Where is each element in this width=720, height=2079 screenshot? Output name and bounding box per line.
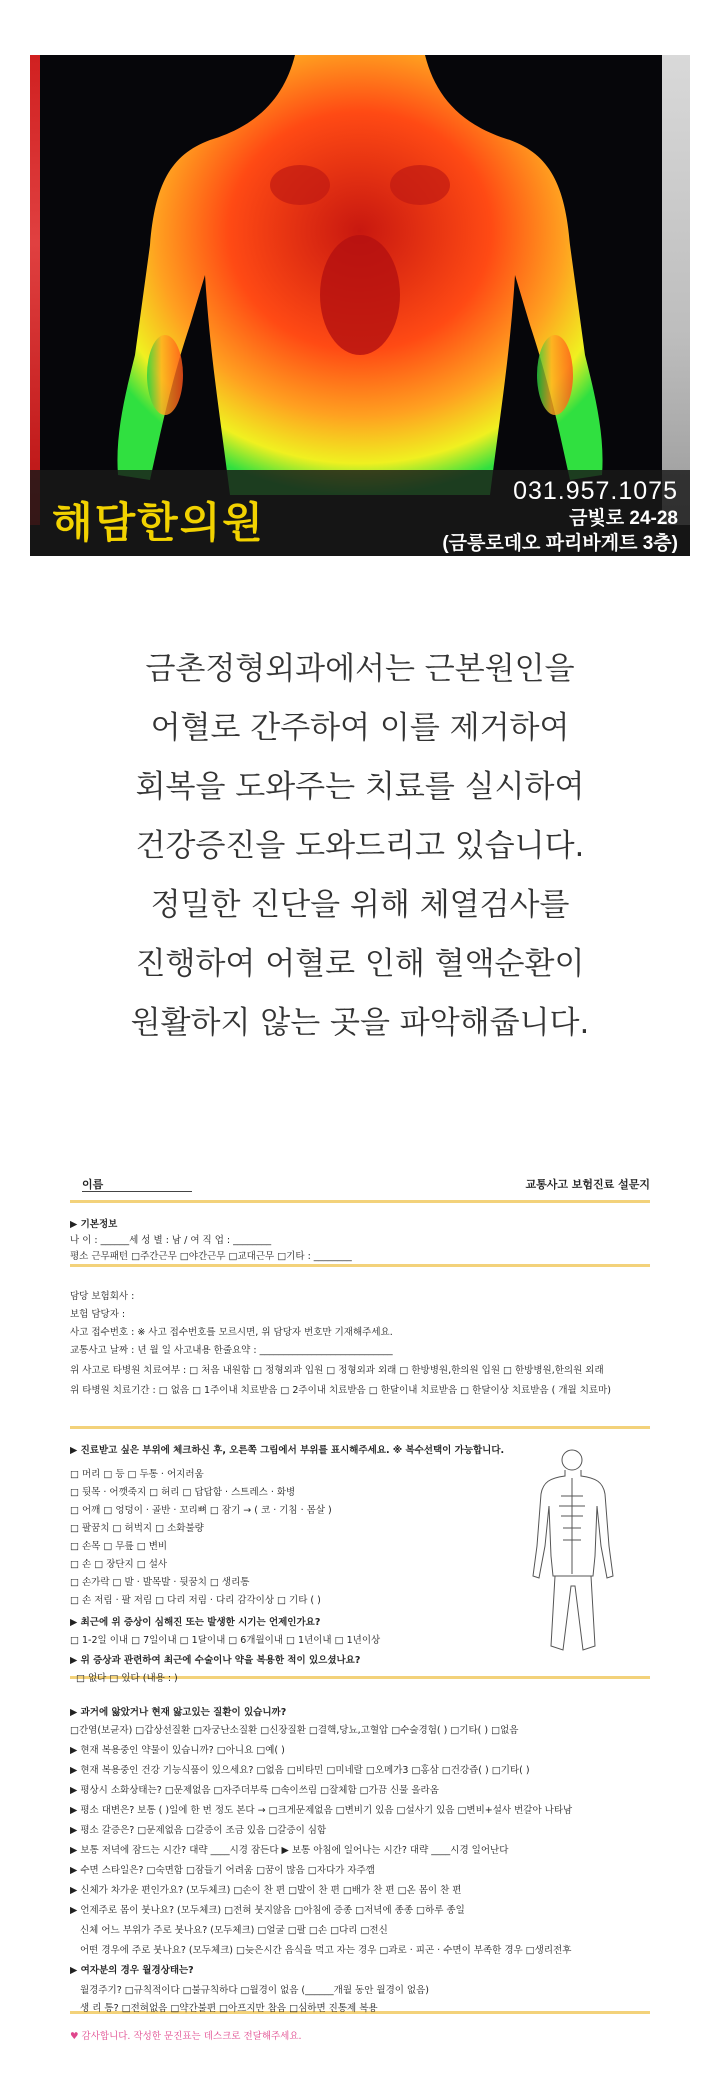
form-line: ▶ 진료받고 싶은 부위에 체크하신 후, 오른쪽 그림에서 부위를 표시해주세요. ※ 복수선택이 가능합니다.: [70, 1445, 505, 1456]
form-line: 평소 근무패턴 □주간근무 □야간근무 □교대근무 □기타 : ________: [70, 1251, 352, 1262]
monitor-edge: [662, 55, 690, 525]
form-line: ▶ 현재 복용중인 건강 기능식품이 있으세요? □없음 □비타민 □미네랄 □오메가3 □홍삼 □건강즙( ) □기타( ): [70, 1765, 530, 1776]
clinic-address-detail: (금릉로데오 파리바게트 3층): [442, 533, 678, 554]
name-underline: [82, 1191, 192, 1192]
intro-line: 정밀한 진단을 위해 체열검사를: [150, 887, 570, 923]
form-line: 생 리 통? □전혀없음 □약간불편 □아프지만 참음 □심하면 진통제 복용: [80, 2003, 378, 2014]
form-line: ▶ 보통 저녁에 잠드는 시간? 대략 ____시경 잠든다 ▶ 보통 아침에 일어나는 시간? 대략 ____시경 일어난다: [70, 1845, 509, 1856]
clinic-address: 금빛로 24-28: [569, 508, 678, 529]
form-line: 어떤 경우에 주로 붓나요? (모두체크) □늦은시간 음식을 먹고 자는 경우 □과로 · 피곤 · 수면이 부족한 경우 □생리전후: [80, 1945, 572, 1956]
form-line: 교통사고 날짜 : 년 월 일 사고내용 한줄요약 : ____________________________: [70, 1345, 393, 1356]
form-line: □ 어깨 □ 엉덩이 · 골반 · 꼬리뼈 □ 잠기 → ( 코 · 기침 · 몸살 ): [70, 1505, 332, 1516]
form-line: □ 없다 □ 있다 (내용 : ): [76, 1673, 178, 1684]
clinic-caption-bar: [30, 470, 690, 556]
form-line: ▶ 수면 스타일은? □숙면함 □잠들기 어려움 □꿈이 많음 □자다가 자주깸: [70, 1865, 375, 1876]
color-scale-strip: [30, 55, 40, 525]
form-line: 담당 보험회사 :: [70, 1291, 135, 1302]
form-line: 사고 접수번호 : ※ 사고 접수번호를 모르시면, 위 담당자 번호만 기재해주세요.: [70, 1327, 393, 1338]
form-line: ▶ 평상시 소화상태는? □문제없음 □자주더부룩 □속이쓰림 □잘체함 □가끔 신물 올라옴: [70, 1785, 439, 1796]
form-footer: ♥ 감사합니다. 작성한 문진표는 데스크로 전달해주세요.: [70, 2031, 302, 2042]
clinic-name: 해담한의원: [52, 498, 265, 547]
form-line: 위 사고로 타병원 치료여부 : □ 처음 내원함 □ 정형외과 입원 □ 정형외과 외래 □ 한방병원,한의원 입원 □ 한방병원,한의원 외래: [70, 1365, 604, 1376]
intro-line: 회복을 도와주는 치료를 실시하여: [135, 769, 585, 805]
form-line: □ 1-2일 이내 □ 7일이내 □ 1달이내 □ 6개월이내 □ 1년이내 □ 1년이상: [70, 1635, 381, 1646]
form-line: □간염(보균자) □갑상선질환 □자궁난소질환 □신장질환 □결핵,당뇨,고혈압 □수술경험( ) □기타( ) □없음: [70, 1725, 519, 1736]
form-line: ▶ 언제주로 몸이 붓나요? (모두체크) □전혀 붓지않음 □아침에 증종 □저녁에 종종 □하루 종일: [70, 1905, 465, 1916]
intro-line: 원활하지 않는 곳을 파악해줍니다.: [130, 1005, 590, 1041]
form-line: ▶ 기본정보: [70, 1219, 118, 1230]
form-divider: [70, 1426, 650, 1429]
form-line: □ 손 □ 장단지 □ 설사: [70, 1559, 168, 1570]
clinic-contact: [442, 476, 678, 556]
body-diagram: [525, 1446, 620, 1661]
form-divider: [70, 1264, 650, 1267]
form-line: ▶ 과거에 앓았거나 현재 앓고있는 질환이 있습니까?: [70, 1707, 287, 1718]
form-line: ▶ 신체가 차가운 편인가요? (모두체크) □손이 찬 편 □발이 찬 편 □배가 찬 편 □온 몸이 찬 편: [70, 1885, 462, 1896]
intro-line: 건강증진을 도와드리고 있습니다.: [135, 828, 585, 864]
form-line: □ 손 저림 · 팔 저림 □ 다리 저림 · 다리 감각이상 □ 기타 ( ): [70, 1595, 321, 1606]
form-line: 위 타병원 치료기간 : □ 없음 □ 1주이내 치료받음 □ 2주이내 치료받음 □ 한달이내 치료받음 □ 한달이상 치료받음 ( 개월 치료마): [70, 1385, 611, 1396]
intro-line: 진행하여 어혈로 인해 혈액순환이: [135, 946, 585, 982]
clinic-phone: 031.957.1075: [513, 477, 678, 505]
form-line: ▶ 최근에 위 증상이 심해진 또는 발생한 시기는 언제인가요?: [70, 1617, 321, 1628]
form-divider: [70, 1200, 650, 1203]
form-line: □ 손가락 □ 발 · 발목발 · 뒷꿈치 □ 생리통: [70, 1577, 250, 1588]
intro-line: 금촌정형외과에서는 근본원인을: [145, 651, 575, 687]
form-line: 보험 담당자 :: [70, 1309, 126, 1320]
form-line: ▶ 여자분의 경우 월경상태는?: [70, 1965, 194, 1976]
form-line: ▶ 평소 대변은? 보통 ( )일에 한 번 정도 본다 → □크게문제없음 □변비기 있음 □설사기 있음 □변비+설사 번갈아 나타남: [70, 1805, 573, 1816]
questionnaire-form: [70, 1176, 650, 2046]
form-line: □ 팔꿈치 □ 허벅지 □ 소화불량: [70, 1523, 204, 1534]
form-title: 교통사고 보험진료 설문지: [525, 1178, 650, 1191]
form-line: □ 머리 □ 등 □ 두통 · 어지러움: [70, 1469, 204, 1480]
form-line: □ 뒷목 · 어깻죽지 □ 허리 □ 답답함 · 스트레스 · 화병: [70, 1487, 296, 1498]
thermal-image: [30, 55, 690, 556]
form-line: □ 손목 □ 무릎 □ 변비: [70, 1541, 168, 1552]
form-line: ▶ 현재 복용중인 약물이 있습니까? □아니요 □예( ): [70, 1745, 285, 1756]
intro-text: [40, 640, 680, 1053]
form-line: ▶ 평소 갈증은? □문제없음 □갈증이 조금 있음 □갈증이 심함: [70, 1825, 327, 1836]
intro-line: 어혈로 간주하여 이를 제거하여: [150, 710, 570, 746]
form-line: 신체 어느 부위가 주로 붓나요? (모두체크) □얼굴 □팔 □손 □다리 □전신: [80, 1925, 388, 1936]
form-line: 월경주기? □규칙적이다 □불규칙하다 □월경이 없음 (______개월 동안 월경이 없음): [80, 1985, 429, 1996]
form-line: ▶ 위 증상과 관련하여 최근에 수술이나 약을 복용한 적이 있으셨나요?: [70, 1655, 361, 1666]
form-line: 나 이 : ______세 성 별 : 남 / 여 직 업 : ________: [70, 1235, 272, 1246]
form-name-label: 이름: [82, 1178, 104, 1191]
